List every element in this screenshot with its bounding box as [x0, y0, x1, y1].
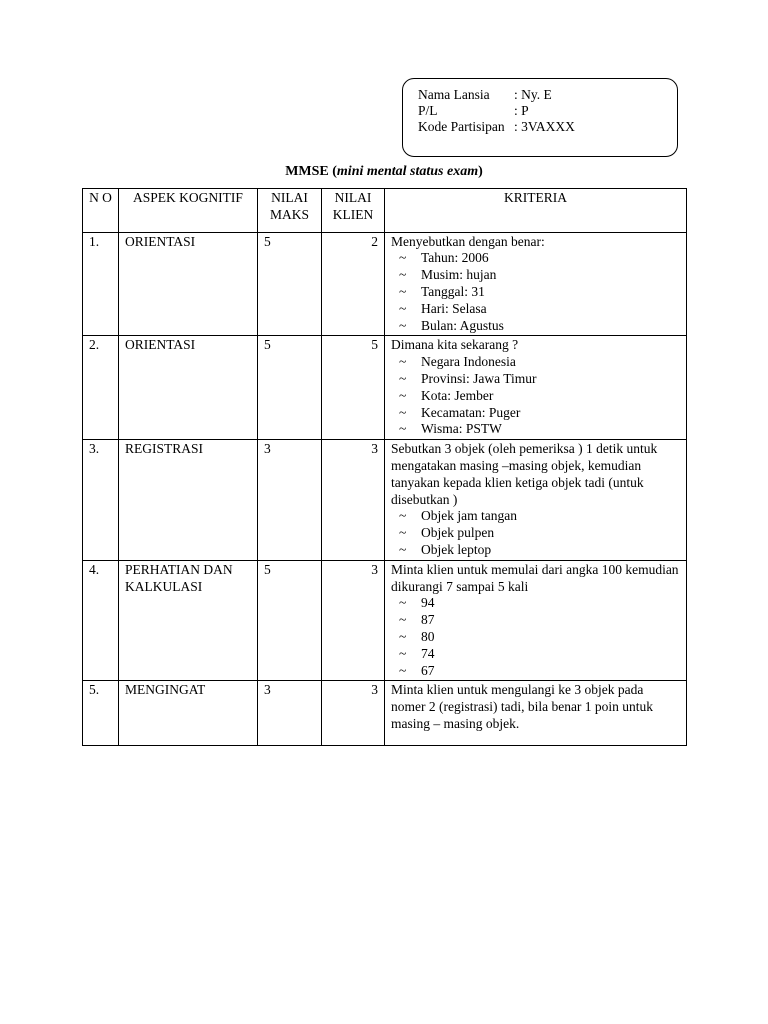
info-value-name: : Ny. E: [514, 87, 552, 102]
kriteria-text: Dimana kita sekarang ?: [391, 337, 519, 353]
cell-maks: 3: [258, 440, 322, 561]
list-item: [399, 646, 680, 663]
tilde-bullet: ~: [399, 628, 407, 644]
list-item-text: Objek pulpen: [421, 525, 495, 541]
list-item-text: Objek jam tangan: [421, 508, 517, 524]
cell-kriteria: [385, 681, 687, 745]
cell-maks: 5: [258, 232, 322, 336]
list-item-text: Negara Indonesia: [421, 354, 516, 370]
info-row-name: [418, 87, 677, 103]
cell-maks: 5: [258, 336, 322, 440]
list-item: [399, 421, 680, 438]
list-item: [399, 354, 680, 371]
tilde-bullet: ~: [399, 283, 407, 299]
cell-aspek: MENGINGAT: [119, 681, 258, 745]
info-label-gender: P/L: [418, 103, 438, 118]
list-item-text: 94: [421, 595, 435, 611]
list-item-text: 87: [421, 612, 435, 628]
tilde-bullet: ~: [399, 645, 407, 661]
list-item-text: Bulan: Agustus: [421, 317, 504, 333]
list-item-text: Kecamatan: Puger: [421, 404, 521, 420]
tilde-bullet: ~: [399, 387, 407, 403]
tilde-bullet: ~: [399, 595, 407, 611]
header-kriteria: KRITERIA: [385, 189, 687, 233]
info-row-code: [418, 119, 677, 135]
list-item-text: Wisma: PSTW: [421, 421, 502, 437]
list-item: [399, 284, 680, 301]
list-item: [399, 525, 680, 542]
cell-maks: 5: [258, 560, 322, 681]
cell-klien: 2: [322, 232, 385, 336]
tilde-bullet: ~: [399, 300, 407, 316]
kriteria-list: [391, 250, 680, 334]
list-item: [399, 388, 680, 405]
cell-no: 1.: [83, 232, 119, 336]
header-maks: NILAI MAKS: [258, 189, 322, 233]
list-item: [399, 542, 680, 559]
patient-info-box: [402, 78, 678, 157]
cell-klien: 3: [322, 681, 385, 745]
table-header-row: [83, 189, 687, 233]
cell-aspek: ORIENTASI: [119, 232, 258, 336]
tilde-bullet: ~: [399, 525, 407, 541]
list-item-text: Kota: Jember: [421, 387, 494, 403]
list-item-text: Tanggal: 31: [421, 283, 485, 299]
cell-no: 3.: [83, 440, 119, 561]
header-no: N O: [83, 189, 119, 233]
title-main: MMSE (: [285, 164, 337, 179]
list-item: [399, 318, 680, 335]
cell-kriteria: [385, 232, 687, 336]
cell-no: 4.: [83, 560, 119, 681]
info-value-code: : 3VAXXX: [514, 119, 575, 134]
table-row: [83, 681, 687, 745]
tilde-bullet: ~: [399, 421, 407, 437]
tilde-bullet: ~: [399, 404, 407, 420]
tilde-bullet: ~: [399, 354, 407, 370]
tilde-bullet: ~: [399, 541, 407, 557]
cell-aspek: ORIENTASI: [119, 336, 258, 440]
list-item: [399, 371, 680, 388]
title-italic: mini mental status exam: [336, 164, 479, 179]
tilde-bullet: ~: [399, 370, 407, 386]
table-row: [83, 232, 687, 336]
header-klien: NILAI KLIEN: [322, 189, 385, 233]
list-item: [399, 595, 680, 612]
list-item-text: Musim: hujan: [421, 267, 497, 283]
header-aspek: ASPEK KOGNITIF: [119, 189, 258, 233]
list-item-text: Objek leptop: [421, 541, 492, 557]
list-item: [399, 250, 680, 267]
cell-klien: 5: [322, 336, 385, 440]
list-item: [399, 508, 680, 525]
list-item: [399, 405, 680, 422]
tilde-bullet: ~: [399, 612, 407, 628]
list-item: [399, 301, 680, 318]
table-row: [83, 336, 687, 440]
list-item-text: 74: [421, 645, 435, 661]
cell-aspek: PERHATIAN DAN KALKULASI: [119, 560, 258, 681]
cell-aspek: REGISTRASI: [119, 440, 258, 561]
document-title: [0, 164, 768, 180]
list-item-text: Hari: Selasa: [421, 300, 487, 316]
table-row: [83, 440, 687, 561]
cell-kriteria: [385, 440, 687, 561]
kriteria-list: [391, 354, 680, 438]
list-item-text: Provinsi: Jawa Timur: [421, 370, 537, 386]
info-label-name: Nama Lansia: [418, 87, 490, 102]
list-item-text: Tahun: 2006: [421, 250, 489, 266]
cell-no: 2.: [83, 336, 119, 440]
tilde-bullet: ~: [399, 267, 407, 283]
info-value-gender: : P: [514, 103, 529, 118]
tilde-bullet: ~: [399, 250, 407, 266]
mmse-table: [82, 188, 687, 746]
kriteria-list: [391, 595, 680, 679]
table-row: [83, 560, 687, 681]
list-item-text: 80: [421, 628, 435, 644]
info-label-code: Kode Partisipan: [418, 119, 505, 134]
cell-maks: 3: [258, 681, 322, 745]
list-item: [399, 629, 680, 646]
table-body: [83, 232, 687, 745]
kriteria-text: Sebutkan 3 objek (oleh pemeriksa ) 1 detik untuk mengatakan masing –masing objek, kemudian tanyakan kepada klien ketiga objek tadi (untuk disebutkan ): [391, 441, 658, 507]
cell-no: 5.: [83, 681, 119, 745]
cell-klien: 3: [322, 440, 385, 561]
kriteria-text: Minta klien untuk mengulangi ke 3 objek pada nomer 2 (registrasi) tadi, bila benar 1 poin untuk masing – masing objek.: [391, 682, 654, 731]
info-row-gender: [418, 103, 677, 119]
kriteria-list: [391, 508, 680, 558]
kriteria-text: Minta klien untuk memulai dari angka 100 kemudian dikurangi 7 sampai 5 kali: [391, 561, 679, 594]
cell-kriteria: [385, 336, 687, 440]
tilde-bullet: ~: [399, 508, 407, 524]
tilde-bullet: ~: [399, 662, 407, 678]
title-close: ): [478, 164, 483, 179]
tilde-bullet: ~: [399, 317, 407, 333]
cell-kriteria: [385, 560, 687, 681]
list-item-text: 67: [421, 662, 435, 678]
kriteria-text: Menyebutkan dengan benar:: [391, 233, 545, 249]
list-item: [399, 663, 680, 680]
list-item: [399, 612, 680, 629]
cell-klien: 3: [322, 560, 385, 681]
list-item: [399, 267, 680, 284]
